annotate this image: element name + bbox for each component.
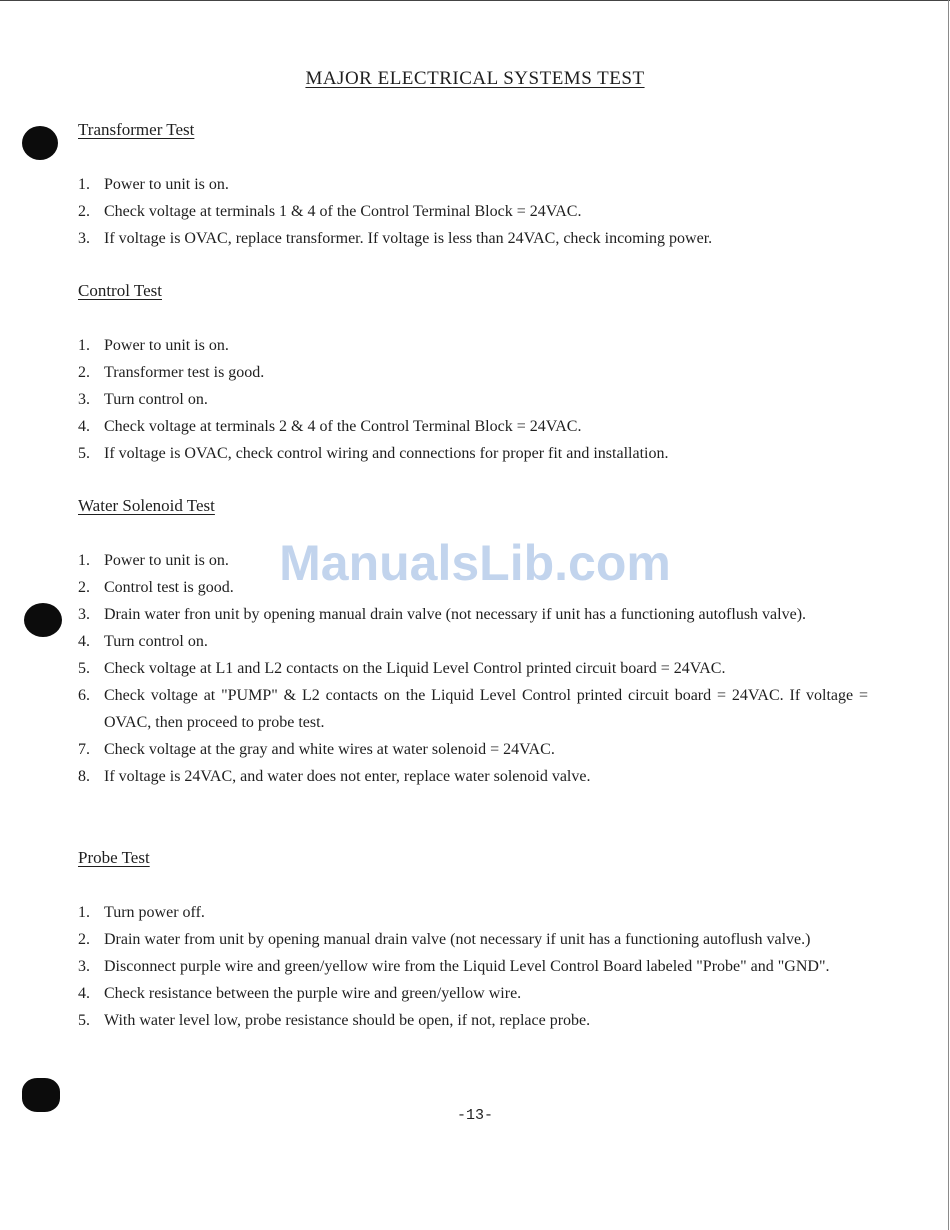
step-text: Check voltage at terminals 1 & 4 of the Control Terminal Block = 24VAC.	[104, 203, 582, 220]
list-item	[78, 926, 868, 953]
step-text: If voltage is 24VAC, and water does not enter, replace water solenoid valve.	[104, 768, 591, 785]
list-item	[78, 736, 868, 763]
step-text: Control test is good.	[104, 579, 234, 596]
step-text: Check voltage at L1 and L2 contacts on the Liquid Level Control printed circuit board = 24VAC.	[104, 660, 726, 677]
list-item	[78, 1007, 868, 1034]
step-text: With water level low, probe resistance should be open, if not, replace probe.	[104, 1012, 591, 1029]
step-number: 5.	[78, 1012, 90, 1029]
list-item	[78, 601, 868, 628]
step-text: Check voltage at "PUMP" & L2 contacts on the Liquid Level Control printed circuit board = 24VAC. If voltage = OVAC, then proceed to probe test.	[104, 687, 868, 731]
step-number: 3.	[78, 391, 90, 408]
step-number: 2.	[78, 579, 90, 596]
step-text: Turn control on.	[104, 633, 208, 650]
list-item	[78, 655, 868, 682]
list-item	[78, 225, 868, 252]
water-solenoid-test-steps	[78, 547, 868, 790]
list-item	[78, 682, 868, 736]
step-number: 1.	[78, 904, 90, 921]
step-text: Drain water fron unit by opening manual drain valve (not necessary if unit has a functioning autoflush valve).	[104, 606, 807, 623]
step-number: 8.	[78, 768, 90, 785]
step-text: Check voltage at the gray and white wires at water solenoid = 24VAC.	[104, 741, 555, 758]
step-text: Drain water from unit by opening manual drain valve (not necessary if unit has a functioning autoflush valve.)	[104, 931, 811, 948]
transformer-test-steps	[78, 171, 868, 252]
step-number: 7.	[78, 741, 90, 758]
step-number: 5.	[78, 445, 90, 462]
step-number: 4.	[78, 633, 90, 650]
step-text: Power to unit is on.	[104, 552, 229, 569]
page-title: MAJOR ELECTRICAL SYSTEMS TEST	[305, 68, 645, 89]
step-text: Power to unit is on.	[104, 176, 229, 193]
list-item	[78, 332, 868, 359]
list-item	[78, 440, 868, 467]
step-text: Check voltage at terminals 2 & 4 of the Control Terminal Block = 24VAC.	[104, 418, 582, 435]
step-text: Transformer test is good.	[104, 364, 265, 381]
step-text: If voltage is OVAC, check control wiring and connections for proper fit and installation.	[104, 445, 669, 462]
probe-test-steps	[78, 899, 868, 1034]
section-heading-probe-test: Probe Test	[78, 848, 150, 867]
section-heading-water-solenoid-test: Water Solenoid Test	[78, 496, 215, 515]
list-item	[78, 413, 868, 440]
step-text: Turn power off.	[104, 904, 205, 921]
step-number: 4.	[78, 985, 90, 1002]
page-top-edge	[0, 0, 950, 1]
control-test-steps	[78, 332, 868, 467]
section-heading-control-test: Control Test	[78, 281, 162, 300]
step-number: 3.	[78, 606, 90, 623]
hole-punch-middle	[24, 603, 62, 637]
list-item	[78, 198, 868, 225]
list-item	[78, 980, 868, 1007]
step-number: 5.	[78, 660, 90, 677]
step-text: Power to unit is on.	[104, 337, 229, 354]
step-number: 2.	[78, 931, 90, 948]
step-number: 4.	[78, 418, 90, 435]
list-item	[78, 899, 868, 926]
step-text: Disconnect purple wire and green/yellow wire from the Liquid Level Control Board labeled "Probe" and "GND".	[104, 958, 830, 975]
step-number: 6.	[78, 687, 90, 704]
list-item	[78, 628, 868, 655]
watermark: ManualsLib.com	[279, 535, 671, 591]
step-number: 2.	[78, 364, 90, 381]
step-number: 2.	[78, 203, 90, 220]
list-item	[78, 547, 868, 574]
page-right-edge	[948, 0, 949, 1230]
list-item	[78, 359, 868, 386]
list-item	[78, 574, 868, 601]
step-number: 1.	[78, 337, 90, 354]
list-item	[78, 763, 868, 790]
step-text: Turn control on.	[104, 391, 208, 408]
list-item	[78, 953, 868, 980]
step-text: If voltage is OVAC, replace transformer. If voltage is less than 24VAC, check incoming power.	[104, 230, 713, 247]
step-number: 3.	[78, 230, 90, 247]
list-item	[78, 386, 868, 413]
list-item	[78, 171, 868, 198]
step-text: Check resistance between the purple wire and green/yellow wire.	[104, 985, 522, 1002]
hole-punch-top	[22, 126, 58, 160]
step-number: 3.	[78, 958, 90, 975]
section-heading-transformer-test: Transformer Test	[78, 120, 195, 139]
page-number: -13-	[456, 1107, 493, 1124]
step-number: 1.	[78, 552, 90, 569]
step-number: 1.	[78, 176, 90, 193]
